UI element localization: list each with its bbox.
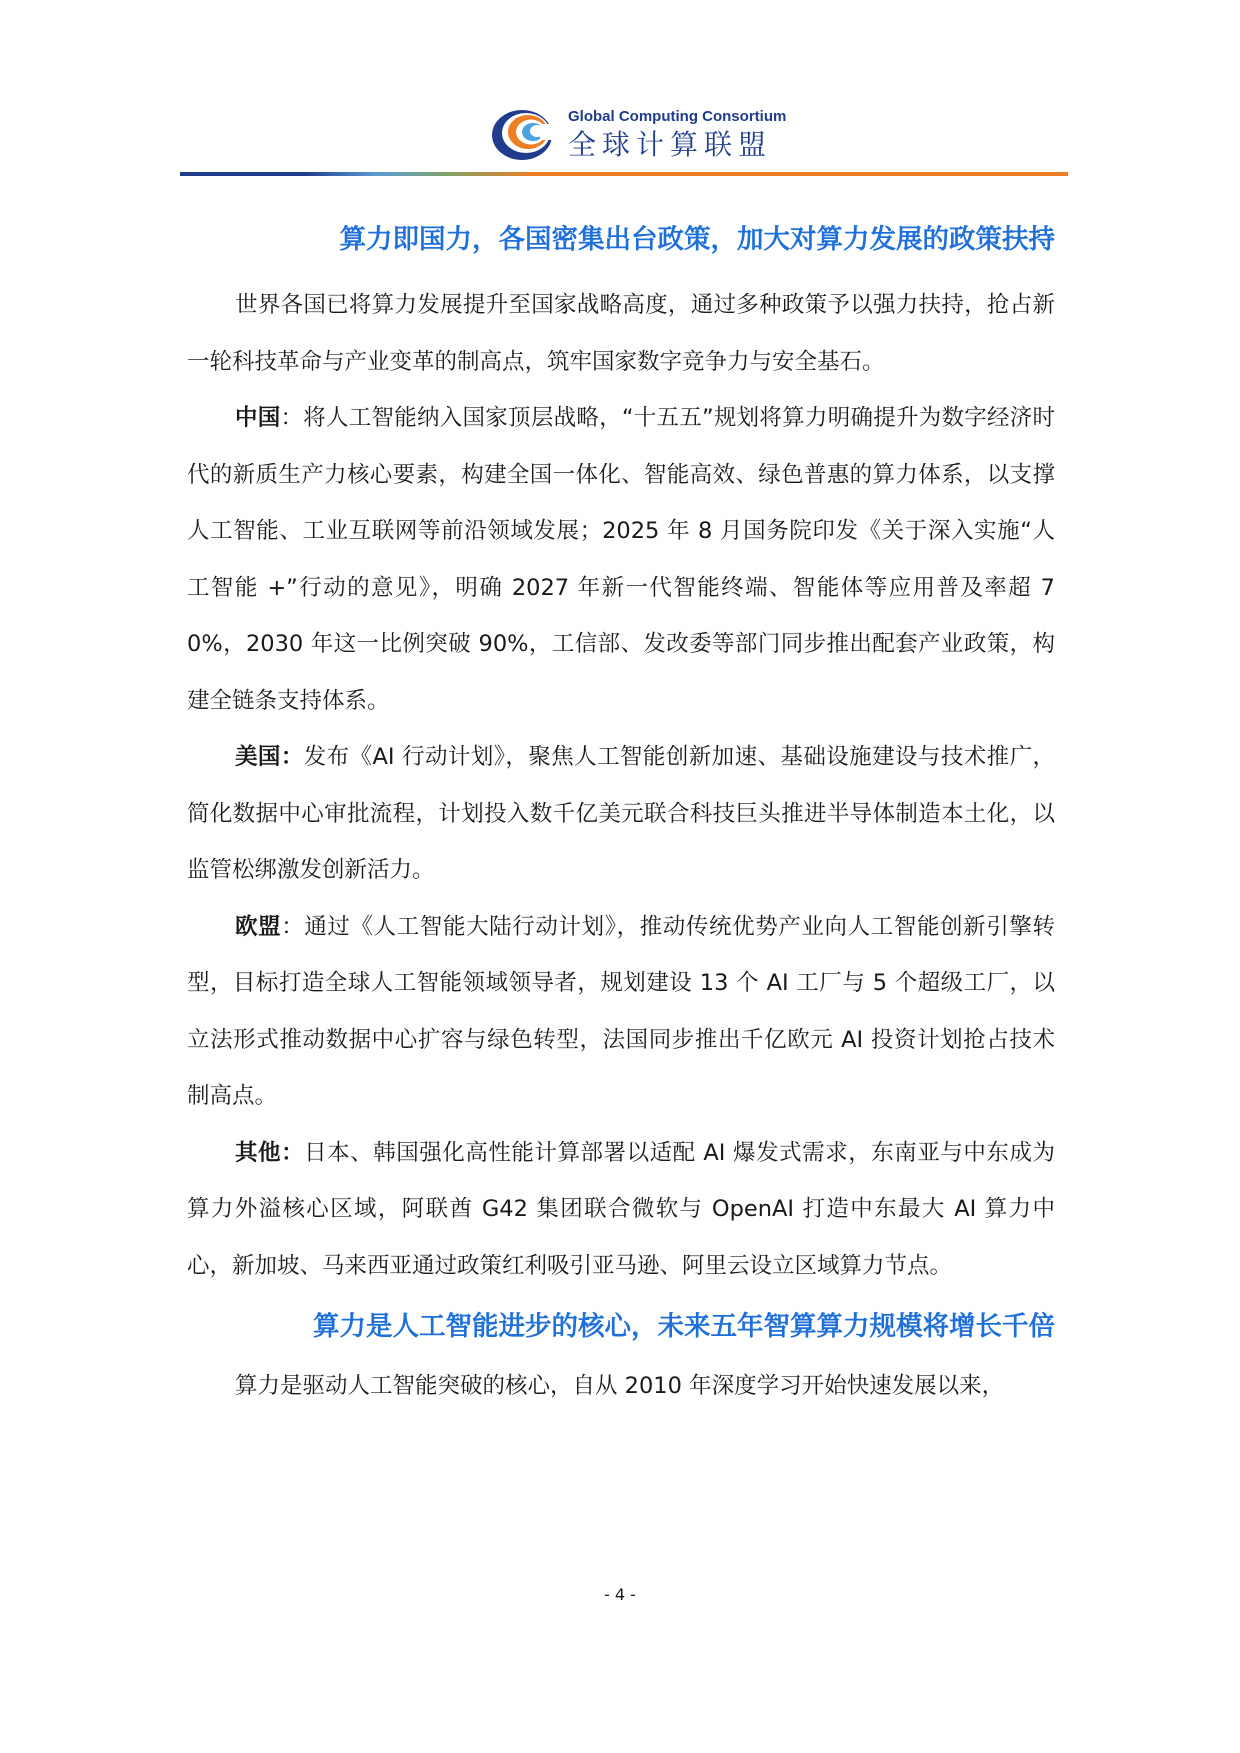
paragraph-label-usa: 美国： bbox=[235, 744, 304, 770]
page-number: - 4 - bbox=[604, 1585, 636, 1604]
section-heading-compute-core: 算力是人工智能进步的核心，未来五年智算算力规模将增长千倍 bbox=[313, 1311, 1055, 1342]
page-header bbox=[0, 0, 1240, 180]
consortium-logo-icon bbox=[488, 104, 558, 164]
paragraph-text: 发布《AI 行动计划》，聚焦人工智能创新加速、基础设施建设与技术推广，简化数据中心审批流程，计划投入数千亿美元联合科技巨头推进半导体制造本土化，以监管松绑激发创新活力。 bbox=[187, 744, 1055, 883]
brand-block bbox=[568, 108, 786, 162]
brand-name-cn: 全球计算联盟 bbox=[568, 128, 773, 161]
paragraph-label-others: 其他： bbox=[235, 1139, 305, 1166]
paragraph-eu bbox=[187, 899, 1055, 1125]
paragraph-label-eu: 欧盟 bbox=[235, 913, 282, 940]
paragraph-usa bbox=[187, 729, 1055, 899]
paragraph-text: 算力是驱动人工智能突破的核心，自从 2010 年深度学习开始快速发展以来， bbox=[235, 1373, 1005, 1399]
page-content bbox=[187, 215, 1055, 1415]
paragraph-china bbox=[187, 390, 1055, 729]
paragraph-text: ：通过《人工智能大陆行动计划》，推动传统优势产业向人工智能创新引擎转型，目标打造全球人工智能领域领导者，规划建设 13 个 AI 工厂与 5 个超级工厂，以立法形式推动数据中心扩容与绿色转型，法国同步推出千亿欧元 AI 投资计划抢占技术制高点。 bbox=[187, 913, 1055, 1109]
header-divider bbox=[180, 172, 1068, 176]
brand-name-en: Global Computing Consortium bbox=[568, 108, 787, 125]
paragraph-others bbox=[187, 1125, 1055, 1295]
paragraph-intro bbox=[187, 277, 1055, 390]
paragraph-text: 日本、韩国强化高性能计算部署以适配 AI 爆发式需求，东南亚与中东成为算力外溢核心区域，阿联酋 G42 集团联合微软与 OpenAI 打造中东最大 AI 算力中心，新加坡、马来西亚通过政策红利吸引亚马逊、阿里云设立区域算力节点。 bbox=[187, 1139, 1055, 1279]
paragraph-compute-intro bbox=[187, 1358, 1055, 1415]
section-heading-policy: 算力即国力，各国密集出台政策，加大对算力发展的政策扶持 bbox=[339, 224, 1055, 255]
paragraph-text: ：将人工智能纳入国家顶层战略，“十五五”规划将算力明确提升为数字经济时代的新质生产力核心要素，构建全国一体化、智能高效、绿色普惠的算力体系，以支撑人工智能、工业互联网等前沿领域发展；2025 年 8 月国务院印发《关于深入实施“人工智能 +”行动的意见》，明确 2027 年新一代智能终端、智能体等应用普及率超 70%，2030 年这一比例突破 90%，工信部、发改委等部门同步推出配套产业政策，构建全链条支持体系。 bbox=[187, 405, 1055, 714]
paragraph-label-china: 中国 bbox=[235, 405, 281, 431]
paragraph-text: 世界各国已将算力发展提升至国家战略高度，通过多种政策予以强力扶持，抢占新一轮科技革命与产业变革的制高点，筑牢国家数字竞争力与安全基石。 bbox=[187, 292, 1055, 375]
